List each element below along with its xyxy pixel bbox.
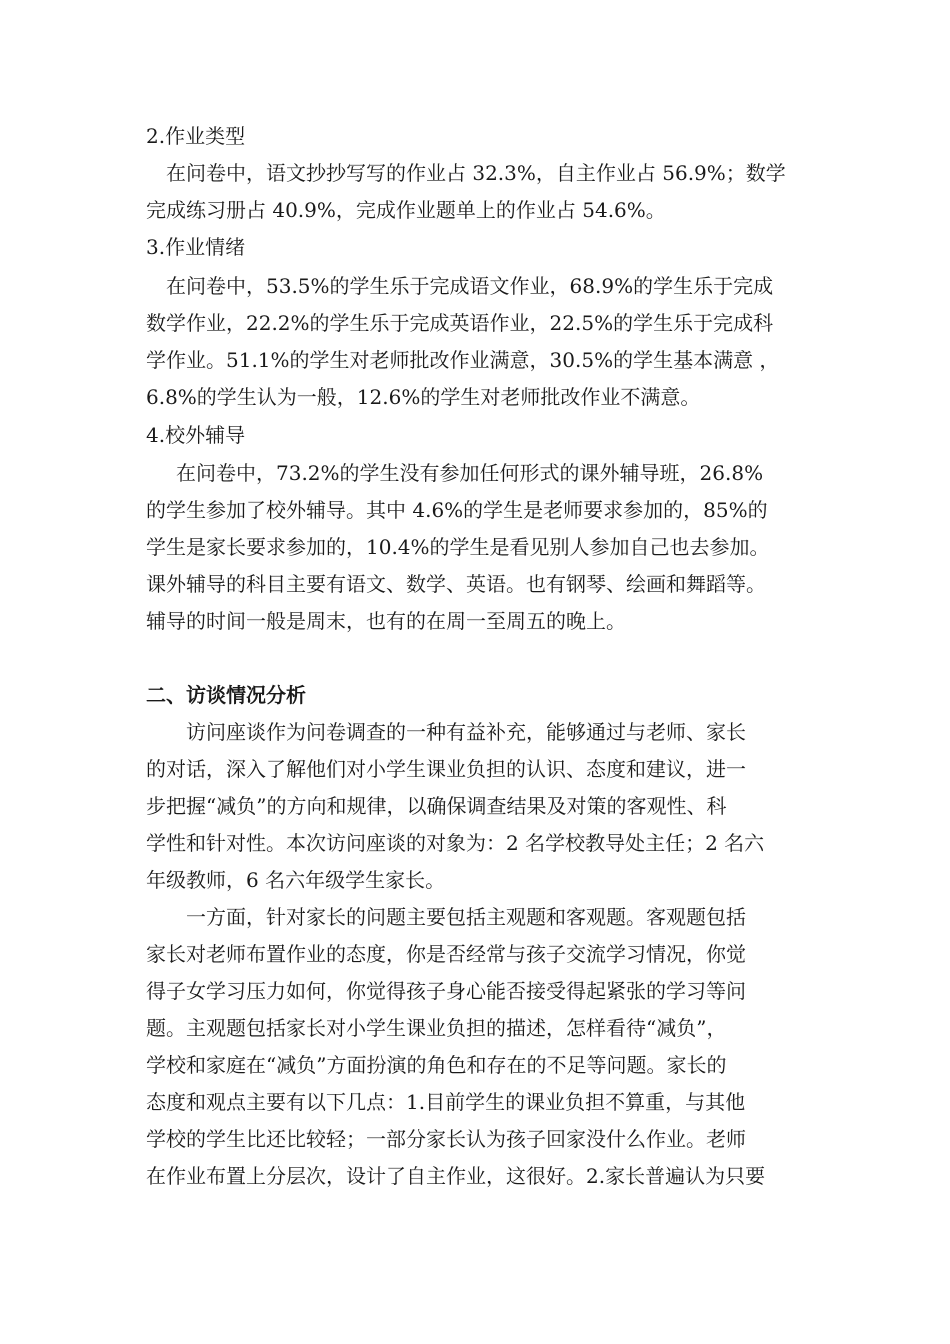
paragraph-line: 在问卷中，53.5%的学生乐于完成语文作业，68.9%的学生乐于完成 [166,274,774,298]
paragraph-line: 数学作业，22.2%的学生乐于完成英语作业，22.5%的学生乐于完成科 [146,311,774,335]
section-heading-homework-mood: 3.作业情绪 [146,235,246,259]
paragraph-line: 6.8%的学生认为一般，12.6%的学生对老师批改作业不满意。 [146,385,701,409]
paragraph-line: 态度和观点主要有以下几点：1.目前学生的课业负担不算重，与其他 [146,1090,746,1114]
paragraph-line: 的学生参加了校外辅导。其中 4.6%的学生是老师要求参加的，85%的 [146,498,768,522]
paragraph-line: 学作业。51.1%的学生对老师批改作业满意，30.5%的学生基本满意 ， [146,348,780,372]
paragraph-line: 完成练习册占 40.9%，完成作业题单上的作业占 54.6%。 [146,198,666,222]
paragraph-line: 年级教师，6 名六年级学生家长。 [146,868,446,892]
paragraph-line: 学校的学生比还比较轻；一部分家长认为孩子回家没什么作业。老师 [146,1127,746,1151]
paragraph-line: 题。主观题包括家长对小学生课业负担的描述，怎样看待“减负”， [146,1016,727,1040]
paragraph-line: 在问卷中，73.2%的学生没有参加任何形式的课外辅导班，26.8% [176,461,764,485]
paragraph-line: 家长对老师布置作业的态度，你是否经常与孩子交流学习情况，你觉 [146,942,746,966]
paragraph-line: 学校和家庭在“减负”方面扮演的角色和存在的不足等问题。家长的 [146,1053,727,1077]
section-heading-tutoring: 4.校外辅导 [146,423,246,447]
paragraph-line: 步把握“减负”的方向和规律，以确保调查结果及对策的客观性、科 [146,794,727,818]
paragraph-line: 的对话，深入了解他们对小学生课业负担的认识、态度和建议，进一 [146,757,746,781]
section-heading-interview: 二、访谈情况分析 [146,683,306,707]
section-heading-homework-type: 2.作业类型 [146,124,246,148]
paragraph-line: 学性和针对性。本次访问座谈的对象为：2 名学校教导处主任；2 名六 [146,831,765,855]
paragraph-line: 在问卷中，语文抄抄写写的作业占 32.3%，自主作业占 56.9%；数学 [166,161,786,185]
paragraph-line: 课外辅导的科目主要有语文、数学、英语。也有钢琴、绘画和舞蹈等。 [146,572,766,596]
paragraph-line: 访问座谈作为问卷调查的一种有益补充，能够通过与老师、家长 [186,720,746,744]
paragraph-line: 辅导的时间一般是周末，也有的在周一至周五的晚上。 [146,609,626,633]
paragraph-line: 得子女学习压力如何，你觉得孩子身心能否接受得起紧张的学习等问 [146,979,746,1003]
paragraph-line: 在作业布置上分层次，设计了自主作业，这很好。2.家长普遍认为只要 [146,1164,766,1188]
paragraph-line: 一方面，针对家长的问题主要包括主观题和客观题。客观题包括 [186,905,746,929]
paragraph-line: 学生是家长要求参加的，10.4%的学生是看见别人参加自己也去参加。 [146,535,770,559]
